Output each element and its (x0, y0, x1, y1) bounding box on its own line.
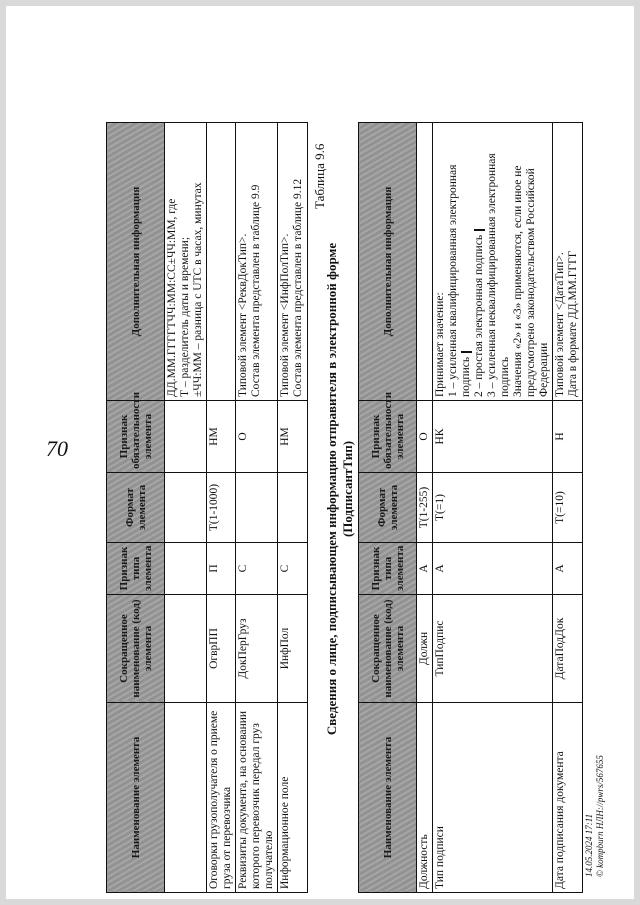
header-format: Формат элемента (359, 473, 417, 543)
document-page (6, 6, 634, 899)
header-name: Наименование элемента (107, 703, 165, 893)
cell-format (236, 473, 278, 543)
header-code: Сокращенное наименование (код) элемента (107, 595, 165, 703)
stamp-line: 14.05.2024 17:11 (584, 813, 594, 877)
cell-required: О (417, 401, 433, 473)
cell-required: НК (433, 401, 553, 473)
cell-info (278, 123, 308, 401)
cell-type: А (433, 543, 553, 595)
cell-code: Должн (417, 595, 433, 703)
stamp-line: © kompburn НЛН://pwrs/567655 (595, 755, 605, 877)
cell-code (165, 595, 207, 703)
cell-code: ОгврПП (207, 595, 236, 703)
cell-format (165, 473, 207, 543)
cell-code: ИнфПол (278, 595, 308, 703)
header-required: Признак обязательности элемента (107, 401, 165, 473)
info-line-text: 2 – простая электронная подпись (473, 234, 485, 397)
cell-format: T(=1) (433, 473, 553, 543)
cell-required (165, 401, 207, 473)
info-line: Типовой элемент <ИнфПолТип>. (279, 233, 291, 397)
header-type: Признак типа элемента (359, 543, 417, 595)
header-info: Дополнительная информация (359, 123, 417, 401)
cell-format: T(1-1000) (207, 473, 236, 543)
info-line: Типовой элемент <РеквДокТип>. (237, 233, 249, 397)
cell-type: А (417, 543, 433, 595)
info-line: 3 – усиленная неквалифицированная электронная подпись (486, 153, 511, 397)
cell-format (278, 473, 308, 543)
info-line: ДД.ММ.ГГГГТЧЧ:ММ:СС±ЧЧ:ММ, где (166, 198, 178, 397)
cell-required: НМ (207, 401, 236, 473)
cell-info (165, 123, 207, 401)
cell-name: Тип подписи (433, 703, 553, 893)
table-header-row (359, 123, 417, 893)
timestamp-stamp (584, 755, 606, 877)
rotated-content (6, 6, 634, 899)
cell-required: Н (553, 401, 583, 473)
cell-name: Дата подписания документа (553, 703, 583, 893)
table-caption: Сведения о лице, подписывающем информацию отправителя в электронной форме (ПодписантТип) (324, 242, 355, 736)
info-line: Состав элемента представлен в таблице 9.9 (250, 184, 262, 397)
info-line: Состав элемента представлен в таблице 9.12 (292, 178, 304, 397)
info-line: ±ЧЧ:ММ – разница с UTC в часах, минутах (192, 182, 204, 397)
pen-mark-icon (461, 351, 472, 353)
cell-type: С (278, 543, 308, 595)
cell-name: Информационное поле (278, 703, 308, 893)
cell-name: Реквизиты документа, на основании которого перевозчик передал груз получателю (236, 703, 278, 893)
cell-required: НМ (278, 401, 308, 473)
info-line: Значения «2» и «3» применяются, если иное не предусмотрено законодательством Российской Федерации (512, 165, 550, 397)
info-line-text: 1 – усиленная квалифицированная электронная подпись (447, 164, 472, 397)
table-row (278, 123, 308, 893)
info-line: Т – разделитель даты и времени; (179, 236, 191, 397)
cell-name (165, 703, 207, 893)
cell-name: Оговорки грузополучателя о приеме груза от перевозчика (207, 703, 236, 893)
cell-format: T(=10) (553, 473, 583, 543)
cell-type: А (553, 543, 583, 595)
cell-info (236, 123, 278, 401)
info-line: Принимает значение: (434, 292, 446, 397)
cell-type: П (207, 543, 236, 595)
header-name: Наименование элемента (359, 703, 417, 893)
signer-table (358, 122, 583, 893)
cell-info (433, 123, 553, 401)
cell-info (553, 123, 583, 401)
header-format: Формат элемента (107, 473, 165, 543)
table-row (433, 123, 553, 893)
pen-mark-icon (474, 229, 485, 231)
cell-name: Должность (417, 703, 433, 893)
table-row (207, 123, 236, 893)
table-row (417, 123, 433, 893)
header-type: Признак типа элемента (107, 543, 165, 595)
header-code: Сокращенное наименование (код) элемента (359, 595, 417, 703)
table-number: Таблица 9.6 (312, 143, 327, 209)
table-row (236, 123, 278, 893)
cell-type: С (236, 543, 278, 595)
info-line: Дата в формате ДД.ММ.ГГГГ (567, 250, 579, 397)
cell-format: T(1-255) (417, 473, 433, 543)
page-number: 70 (46, 436, 68, 461)
elements-table-continued (106, 122, 308, 893)
table-row (165, 123, 207, 893)
cell-info (417, 123, 433, 401)
cell-code: ДатаПодДок (553, 595, 583, 703)
cell-required: О (236, 401, 278, 473)
cell-code: ТипПодпис (433, 595, 553, 703)
table-row (553, 123, 583, 893)
info-line (473, 126, 486, 397)
cell-info (207, 123, 236, 401)
cell-code: ДокПерГруз (236, 595, 278, 703)
cell-type (165, 543, 207, 595)
table-header-row (107, 123, 165, 893)
info-line: Типовой элемент <ДатаТип>. (554, 252, 566, 397)
info-line (447, 126, 473, 397)
header-info: Дополнительная информация (107, 123, 165, 401)
header-required: Признак обязательности элемента (359, 401, 417, 473)
